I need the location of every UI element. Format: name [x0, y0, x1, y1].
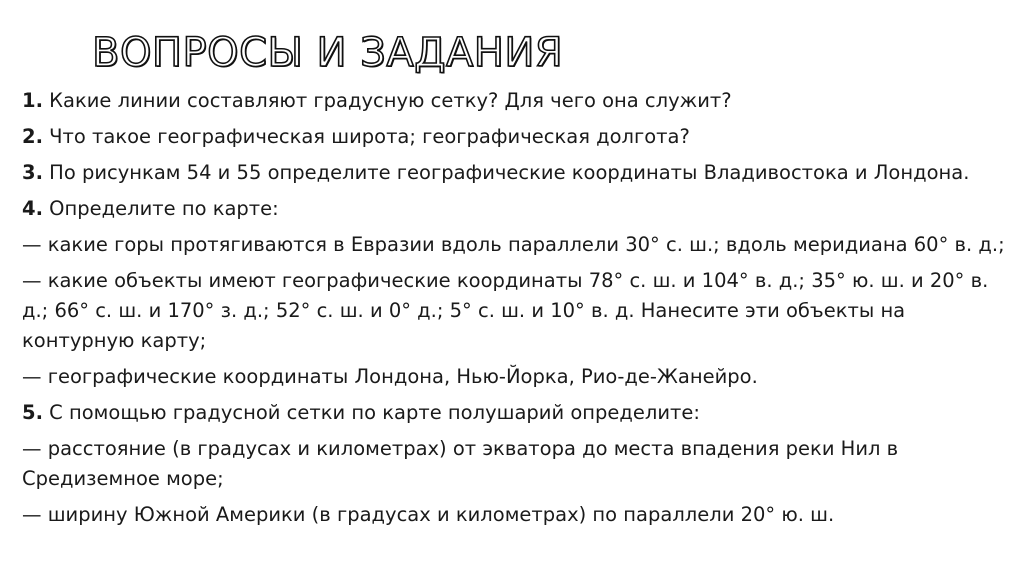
question-number: 1. — [22, 89, 43, 112]
question-3 — [22, 158, 1012, 188]
question-number: 4. — [22, 197, 43, 220]
question-number: 3. — [22, 161, 43, 184]
question-1 — [22, 86, 1012, 116]
question-2 — [22, 122, 1012, 152]
question-text: Определите по карте: — [42, 197, 279, 220]
page-title: ВОПРОСЫ И ЗАДАНИЯ — [92, 30, 564, 76]
sub-task: — расстояние (в градусах и километрах) от экватора до места впадения реки Нил в Средиземное море; — [22, 437, 899, 490]
question-number: 2. — [22, 125, 43, 148]
question-text: По рисункам 54 и 55 определите географические координаты Владивостока и Лондона. — [42, 161, 970, 184]
question-text: С помощью градусной сетки по карте полушарий определите: — [42, 401, 700, 424]
sub-task: — какие горы протягиваются в Евразии вдоль параллели 30° с. ш.; вдоль меридиана 60° в. д.; — [22, 233, 1005, 256]
sub-task: — ширину Южной Америки (в градусах и километрах) по параллели 20° ю. ш. — [22, 503, 835, 526]
sub-task: — географические координаты Лондона, Нью-Йорка, Рио-де-Жанейро. — [22, 365, 758, 388]
sub-task: — какие объекты имеют географические координаты 78° с. ш. и 104° в. д.; 35° ю. ш. и 20° в. д.; 66° с. ш. и 170° з. д.; 52° с. ш. и 0° д.; 5° с. ш. и 10° в. д. Нанесите эти объекты на контурную карту; — [22, 269, 989, 352]
question-5 — [22, 398, 1012, 428]
question-number: 5. — [22, 401, 43, 424]
question-text: Какие линии составляют градусную сетку? Для чего она служит? — [42, 89, 732, 112]
question-list — [22, 86, 1012, 536]
question-text: Что такое географическая широта; географическая долгота? — [42, 125, 690, 148]
question-4 — [22, 194, 1012, 224]
